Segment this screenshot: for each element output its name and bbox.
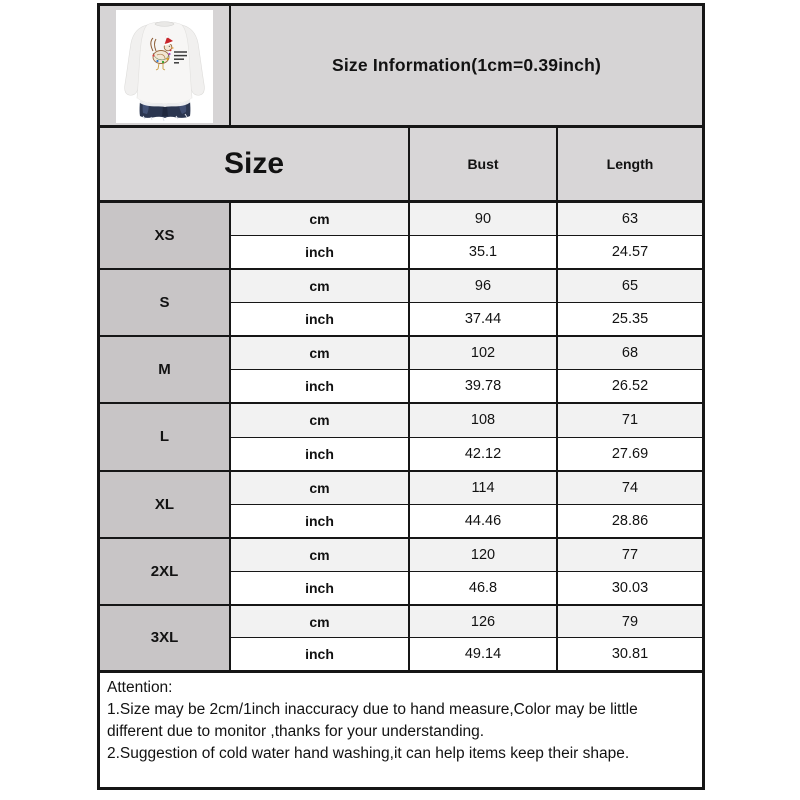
column-header-bust: Bust (410, 128, 558, 200)
bust-value-cm: 114 (410, 472, 558, 504)
unit-label-inch: inch (231, 572, 410, 604)
size-label: 3XL (100, 606, 231, 670)
size-row-xs (100, 203, 702, 270)
cm-subrow (231, 404, 702, 437)
cm-subrow (231, 203, 702, 236)
inch-subrow (231, 370, 702, 402)
product-photo-cell (100, 6, 231, 125)
bust-value-cm: 108 (410, 404, 558, 436)
bust-value-cm: 90 (410, 203, 558, 235)
bust-value-inch: 42.12 (410, 438, 558, 470)
size-chart-sheet (97, 3, 705, 790)
cm-subrow (231, 606, 702, 639)
bust-value-cm: 102 (410, 337, 558, 369)
length-value-cm: 65 (621, 278, 639, 295)
unit-label-inch: inch (231, 370, 410, 402)
length-value-inch: 26.52 (611, 378, 649, 395)
length-value-cm: 74 (621, 479, 639, 496)
size-label: S (100, 270, 231, 335)
unit-label-cm: cm (231, 606, 410, 638)
size-label: L (100, 404, 231, 469)
bust-value-cm: 126 (410, 606, 558, 638)
bust-value-inch: 35.1 (410, 236, 558, 268)
bust-value-cm: 96 (410, 270, 558, 302)
size-row-l (100, 404, 702, 471)
size-row-xl (100, 472, 702, 539)
unit-label-cm: cm (231, 337, 410, 369)
unit-label-inch: inch (231, 505, 410, 537)
length-value-inch: 28.86 (611, 512, 649, 529)
unit-label-inch: inch (231, 438, 410, 470)
bust-value-inch: 46.8 (410, 572, 558, 604)
inch-subrow (231, 638, 702, 670)
size-row-m (100, 337, 702, 404)
length-value-cm: 63 (621, 211, 639, 228)
attention-note (100, 673, 702, 787)
length-value-cm: 71 (621, 412, 639, 429)
bust-value-inch: 39.78 (410, 370, 558, 402)
bust-value-inch: 44.46 (410, 505, 558, 537)
unit-label-inch: inch (231, 638, 410, 670)
unit-label-inch: inch (231, 303, 410, 335)
cm-subrow (231, 337, 702, 370)
bust-value-inch: 49.14 (410, 638, 558, 670)
unit-label-inch: inch (231, 236, 410, 268)
length-value-inch: 30.03 (611, 579, 649, 596)
unit-label-cm: cm (231, 404, 410, 436)
length-value-cm: 68 (621, 345, 639, 362)
size-label: 2XL (100, 539, 231, 604)
product-photo (116, 10, 213, 123)
top-row (100, 6, 702, 128)
page-title: Size Information(1cm=0.39inch) (331, 55, 602, 75)
attention-note-2: 2.Suggestion of cold water hand washing,it can help items keep their shape. (107, 744, 630, 762)
inch-subrow (231, 303, 702, 335)
bust-value-inch: 37.44 (410, 303, 558, 335)
inch-subrow (231, 572, 702, 604)
table-header-row (100, 128, 702, 203)
size-row-2xl (100, 539, 702, 606)
unit-label-cm: cm (231, 270, 410, 302)
column-header-size: Size (100, 128, 410, 200)
inch-subrow (231, 438, 702, 470)
inch-subrow (231, 236, 702, 268)
unit-label-cm: cm (231, 472, 410, 504)
size-row-3xl (100, 606, 702, 673)
inch-subrow (231, 505, 702, 537)
size-row-s (100, 270, 702, 337)
attention-heading: Attention: (107, 678, 173, 696)
cm-subrow (231, 539, 702, 572)
attention-note-1: 1.Size may be 2cm/1inch inaccuracy due to hand measure,Color may be little different due to monitor ,thanks for your understanding. (107, 700, 638, 740)
unit-label-cm: cm (231, 539, 410, 571)
length-value-inch: 27.69 (611, 445, 649, 462)
column-header-length: Length (606, 156, 654, 172)
cm-subrow (231, 270, 702, 303)
unit-label-cm: cm (231, 203, 410, 235)
size-label: XS (100, 203, 231, 268)
length-value-inch: 30.81 (611, 646, 649, 663)
title-cell (231, 6, 702, 125)
bust-value-cm: 120 (410, 539, 558, 571)
size-label: M (100, 337, 231, 402)
length-value-inch: 25.35 (611, 311, 649, 328)
length-value-cm: 77 (621, 546, 639, 563)
cm-subrow (231, 472, 702, 505)
sweatshirt-outfit-graphic (116, 10, 213, 123)
size-label: XL (100, 472, 231, 537)
length-value-cm: 79 (621, 613, 639, 630)
length-value-inch: 24.57 (611, 244, 649, 261)
